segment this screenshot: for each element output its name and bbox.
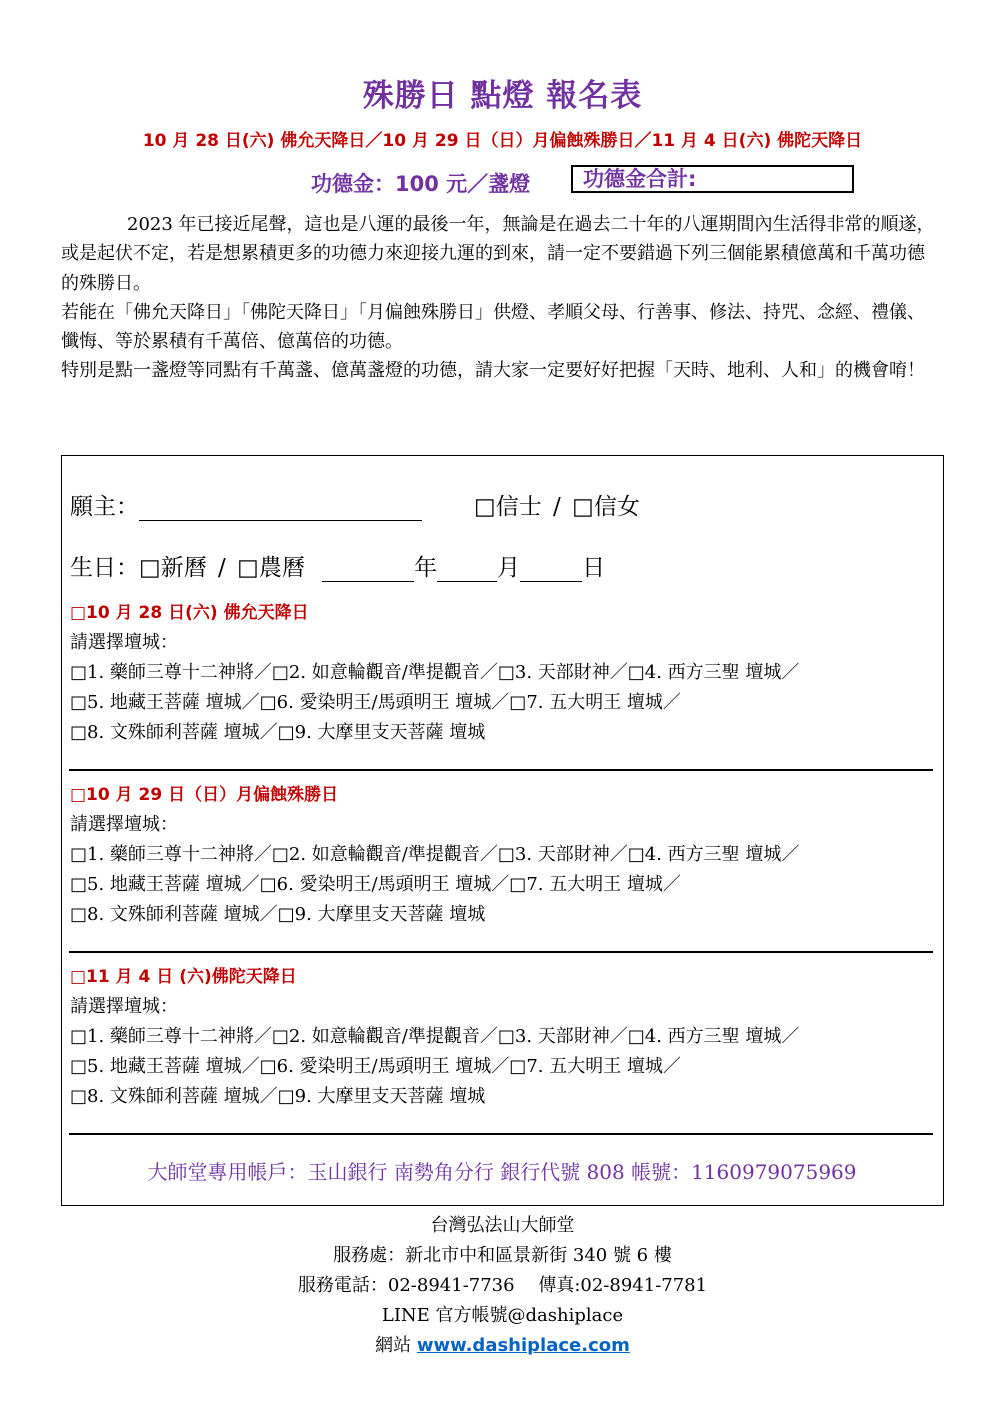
section-2-title[interactable]: □10 月 29 日（日）月偏蝕殊勝日 [70,785,339,805]
month-field[interactable] [437,557,497,582]
section-divider [69,951,933,953]
gender-row [474,488,640,521]
fee-text: 功德金：100 元／盞燈 [311,172,531,196]
birthday-row [70,549,605,582]
gender-separator: / [553,494,561,520]
calendar-lunar-checkbox[interactable]: □農曆 [237,555,305,581]
intro-paragraph-3: 特別是點一盞燈等同點有千萬盞、億萬盞燈的功德，請大家一定要好好把握「天時、地利、人和」的機會唷！ [61,360,925,382]
day-label: 日 [582,555,606,581]
section-1-options-row-2[interactable]: □5. 地藏王菩薩 壇城／□6. 愛染明王/馬頭明王 壇城／□7. 五大明王 壇城／ [70,692,681,713]
gender-male-checkbox[interactable]: □信士 [474,494,542,520]
total-box[interactable]: 功德金合計: [571,165,854,193]
page-title: 殊勝日 點燈 報名表 [362,78,643,114]
section-2-options-row-2[interactable]: □5. 地藏王菩薩 壇城／□6. 愛染明王/馬頭明王 壇城／□7. 五大明王 壇城／ [70,874,681,895]
section-2-options-row-3[interactable]: □8. 文殊師利菩薩 壇城／□9. 大摩里支天菩薩 壇城 [70,904,486,925]
website-link[interactable]: www.dashiplace.com [416,1335,630,1356]
website-label: 網站 [375,1335,417,1356]
year-label: 年 [414,555,438,581]
calendar-solar-checkbox[interactable]: □新曆 [139,555,207,581]
section-3-options-row-3[interactable]: □8. 文殊師利菩薩 壇城／□9. 大摩里支天菩薩 壇城 [70,1086,486,1107]
section-2-prompt: 請選擇壇城： [70,814,178,835]
section-3-prompt: 請選擇壇城： [70,996,178,1017]
applicant-field[interactable] [139,496,422,521]
gender-female-checkbox[interactable]: □信女 [572,494,640,520]
birthday-label: 生日： [70,555,139,581]
applicant-label: 願主： [70,494,139,520]
calendar-separator: / [218,555,226,581]
event-dates: 10 月 28 日(六) 佛允天降日／10 月 29 日（日）月偏蝕殊勝日／11 月 4 日(六) 佛陀天降日 [142,131,863,151]
section-1-prompt: 請選擇壇城： [70,632,178,653]
section-divider [69,1133,933,1135]
section-1-options-row-3[interactable]: □8. 文殊師利菩薩 壇城／□9. 大摩里支天菩薩 壇城 [70,722,486,743]
intro-paragraph-2: 若能在「佛允天降日」「佛陀天降日」「月偏蝕殊勝日」供燈、孝順父母、行善事、修法、持咒、念經、禮儀、懺悔、等於累積有千萬倍、億萬倍的功德。 [61,301,925,353]
intro-text [61,210,941,386]
footer-address: 服務處：新北市中和區景新街 340 號 6 樓 [333,1245,672,1266]
footer-line: LINE 官方帳號@dashiplace [381,1305,624,1326]
section-2-options-row-1[interactable]: □1. 藥師三尊十二神將／□2. 如意輪觀音/準提觀音／□3. 天部財神／□4. 西方三聖 壇城／ [70,844,800,865]
section-divider [69,769,933,771]
footer-website-row [0,1331,1005,1357]
section-1-title[interactable]: □10 月 28 日(六) 佛允天降日 [70,603,309,623]
section-3-options-row-1[interactable]: □1. 藥師三尊十二神將／□2. 如意輪觀音/準提觀音／□3. 天部財神／□4. 西方三聖 壇城／ [70,1026,800,1047]
section-3-options-row-2[interactable]: □5. 地藏王菩薩 壇城／□6. 愛染明王/馬頭明王 壇城／□7. 五大明王 壇城／ [70,1056,681,1077]
month-label: 月 [497,555,521,581]
year-field[interactable] [322,557,414,582]
bank-account-info: 大師堂專用帳戶：玉山銀行 南勢角分行 銀行代號 808 帳號：1160979075969 [147,1160,857,1184]
section-3-title[interactable]: □11 月 4 日 (六)佛陀天降日 [70,967,297,987]
applicant-row [70,488,422,521]
form-box [61,455,944,1206]
footer-org: 台灣弘法山大師堂 [430,1215,575,1236]
section-1-options-row-1[interactable]: □1. 藥師三尊十二神將／□2. 如意輪觀音/準提觀音／□3. 天部財神／□4. 西方三聖 壇城／ [70,662,800,683]
intro-paragraph-1: 2023 年已接近尾聲，這也是八運的最後一年，無論是在過去二十年的八運期間內生活得非常的順遂，或是起伏不定，若是想累積更多的功德力來迎接九運的到來，請一定不要錯過下列三個能累積億萬和千萬功德的殊勝日。 [61,214,935,294]
day-field[interactable] [520,557,582,582]
footer-phone: 服務電話：02-8941-7736 傳真:02-8941-7781 [297,1275,708,1296]
